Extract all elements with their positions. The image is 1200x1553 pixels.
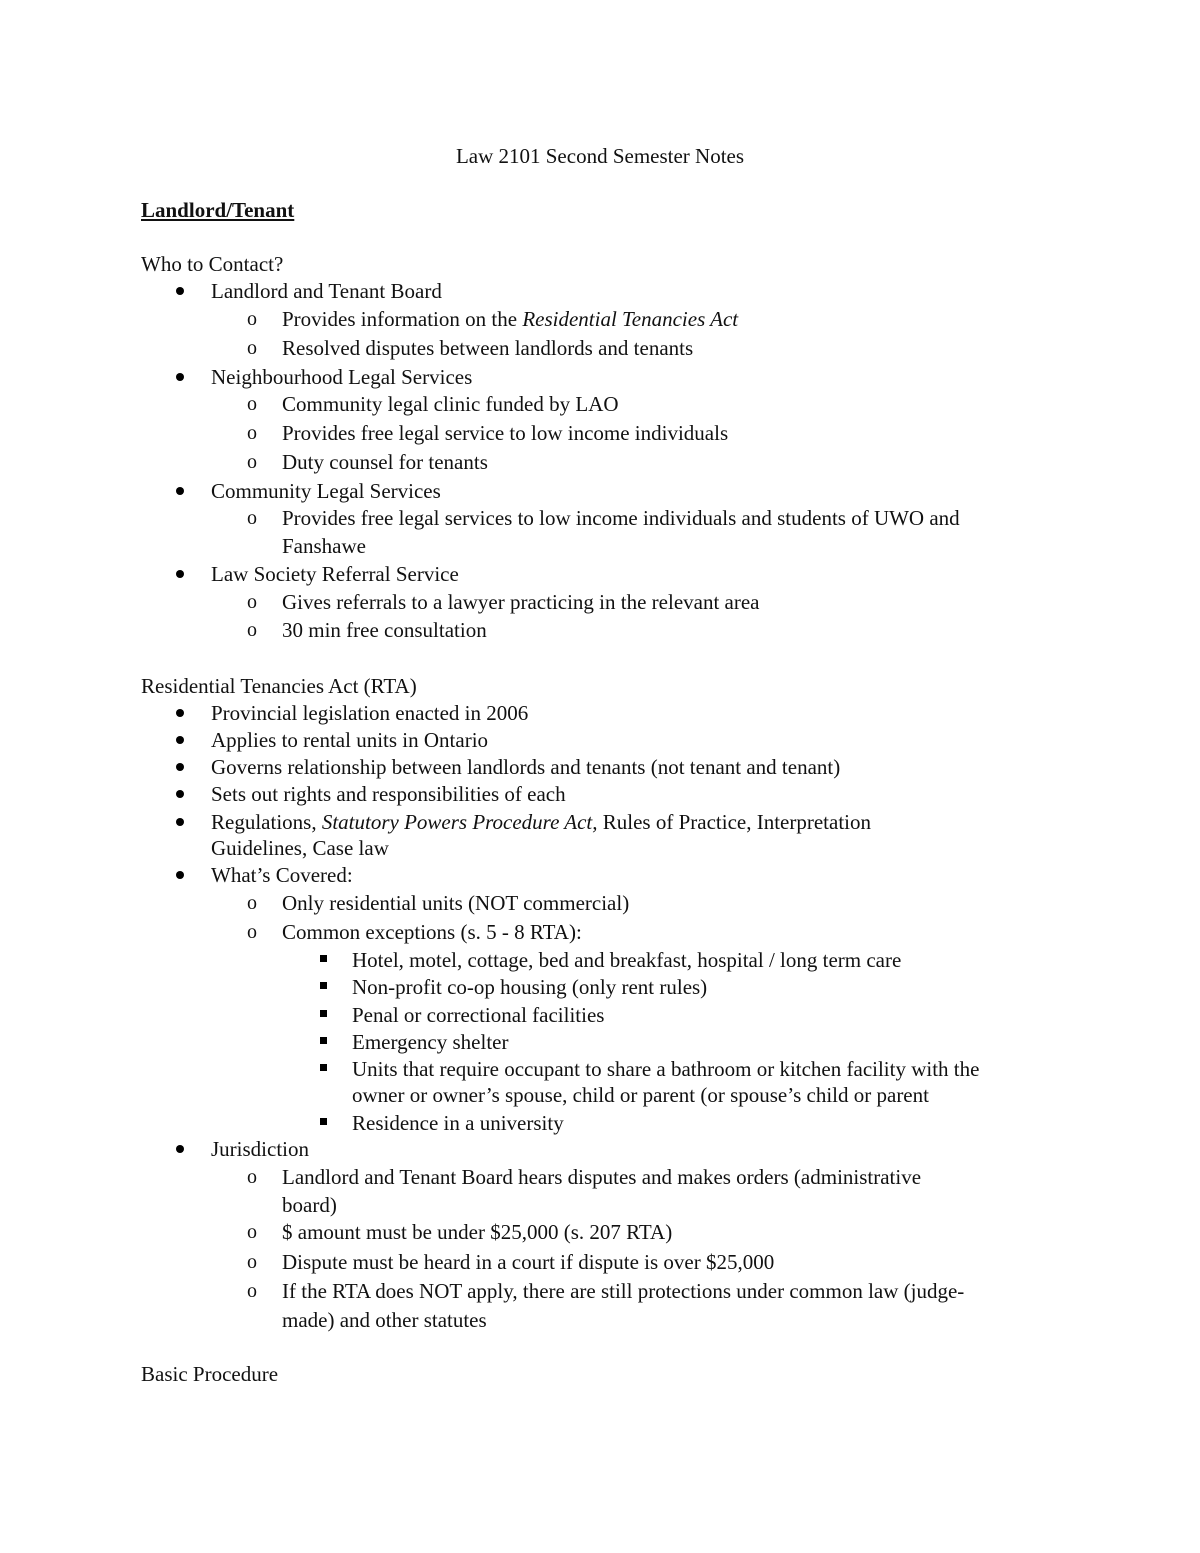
bullet-circle: o: [247, 1166, 257, 1188]
list-item-nls-free: Provides free legal service to low income individuals: [282, 421, 729, 445]
bullet-dot: [176, 818, 184, 826]
list-item-cls-free: Provides free legal services to low income individuals and students of UWO and: [282, 506, 960, 530]
bullet-dot: [176, 373, 184, 381]
list-item-rta-regulations-cont: Guidelines, Case law: [211, 836, 389, 860]
list-item-rta-regulations: Regulations, Statutory Powers Procedure Act, Rules of Practice, Interpretation: [211, 810, 871, 834]
bullet-circle: o: [247, 507, 257, 529]
list-item-lsrs-referrals: Gives referrals to a lawyer practicing in the relevant area: [282, 590, 760, 614]
list-item-rta-covered: What’s Covered:: [211, 863, 353, 887]
bullet-circle: o: [247, 1221, 257, 1243]
bullet-dot: [176, 871, 184, 879]
list-item-lsrs-consult: 30 min free consultation: [282, 618, 487, 642]
list-item-ltb-disputes: Resolved disputes between landlords and tenants: [282, 336, 694, 360]
bullet-circle: o: [247, 921, 257, 943]
bullet-circle: o: [247, 1251, 257, 1273]
list-item-exception-shelter: Emergency shelter: [352, 1030, 509, 1054]
list-item-nls-duty: Duty counsel for tenants: [282, 450, 488, 474]
list-item-rta-rights: Sets out rights and responsibilities of each: [211, 782, 566, 806]
bullet-circle: o: [247, 337, 257, 359]
bullet-square: [320, 982, 327, 989]
bullet-dot: [176, 287, 184, 295]
bullet-square: [320, 1010, 327, 1017]
bullet-circle: o: [247, 892, 257, 914]
list-item-rta-governs: Governs relationship between landlords and tenants (not tenant and tenant): [211, 755, 841, 779]
bullet-circle: o: [247, 422, 257, 444]
bullet-dot: [176, 570, 184, 578]
bullet-dot: [176, 736, 184, 744]
list-item-exception-coop: Non-profit co-op housing (only rent rules): [352, 975, 708, 999]
document-title: Law 2101 Second Semester Notes: [455, 144, 745, 168]
bullet-square: [320, 1064, 327, 1071]
list-item-rta-provincial: Provincial legislation enacted in 2006: [211, 701, 529, 725]
list-item-nls: Neighbourhood Legal Services: [211, 365, 473, 389]
bullet-circle: o: [247, 1280, 257, 1302]
list-item-rta-applies: Applies to rental units in Ontario: [211, 728, 489, 752]
bullet-dot: [176, 790, 184, 798]
bullet-square: [320, 955, 327, 962]
list-item-exception-shared-cont: owner or owner’s spouse, child or parent (or spouse’s child or parent: [352, 1083, 929, 1107]
rta-heading: Residential Tenancies Act (RTA): [141, 674, 417, 698]
list-item-jur-board: Landlord and Tenant Board hears disputes and makes orders (administrative: [282, 1165, 922, 1189]
section-heading-landlord-tenant: Landlord/Tenant: [141, 198, 295, 222]
list-item-jur-court: Dispute must be heard in a court if dispute is over $25,000: [282, 1250, 775, 1274]
list-item-jur-board-cont: board): [282, 1193, 337, 1217]
list-item-ltb-info: Provides information on the Residential Tenancies Act: [282, 307, 739, 331]
list-item-jur-amount: $ amount must be under $25,000 (s. 207 RTA): [282, 1220, 673, 1244]
list-item-lsrs: Law Society Referral Service: [211, 562, 459, 586]
bullet-square: [320, 1037, 327, 1044]
list-item-cls-free-cont: Fanshawe: [282, 534, 366, 558]
list-item-exception-university: Residence in a university: [352, 1111, 564, 1135]
bullet-dot: [176, 487, 184, 495]
bullet-dot: [176, 763, 184, 771]
list-item-nls-clinic: Community legal clinic funded by LAO: [282, 392, 619, 416]
list-item-jur-common-law-cont: made) and other statutes: [282, 1308, 487, 1332]
list-item-exception-penal: Penal or correctional facilities: [352, 1003, 605, 1027]
list-item-ltb: Landlord and Tenant Board: [211, 279, 442, 303]
list-item-common-exceptions: Common exceptions (s. 5 - 8 RTA):: [282, 920, 582, 944]
list-item-cls: Community Legal Services: [211, 479, 441, 503]
bullet-dot: [176, 709, 184, 717]
list-item-exception-hotel: Hotel, motel, cottage, bed and breakfast, hospital / long term care: [352, 948, 902, 972]
bullet-dot: [176, 1145, 184, 1153]
list-item-residential-only: Only residential units (NOT commercial): [282, 891, 630, 915]
bullet-circle: o: [247, 451, 257, 473]
bullet-circle: o: [247, 619, 257, 641]
bullet-circle: o: [247, 308, 257, 330]
who-to-contact-label: Who to Contact?: [141, 252, 284, 276]
bullet-circle: o: [247, 393, 257, 415]
basic-procedure-heading: Basic Procedure: [141, 1362, 279, 1386]
list-item-jurisdiction: Jurisdiction: [211, 1137, 309, 1161]
bullet-square: [320, 1118, 327, 1125]
list-item-jur-common-law: If the RTA does NOT apply, there are still protections under common law (judge-: [282, 1279, 965, 1303]
list-item-exception-shared: Units that require occupant to share a bathroom or kitchen facility with the: [352, 1057, 980, 1081]
bullet-circle: o: [247, 591, 257, 613]
